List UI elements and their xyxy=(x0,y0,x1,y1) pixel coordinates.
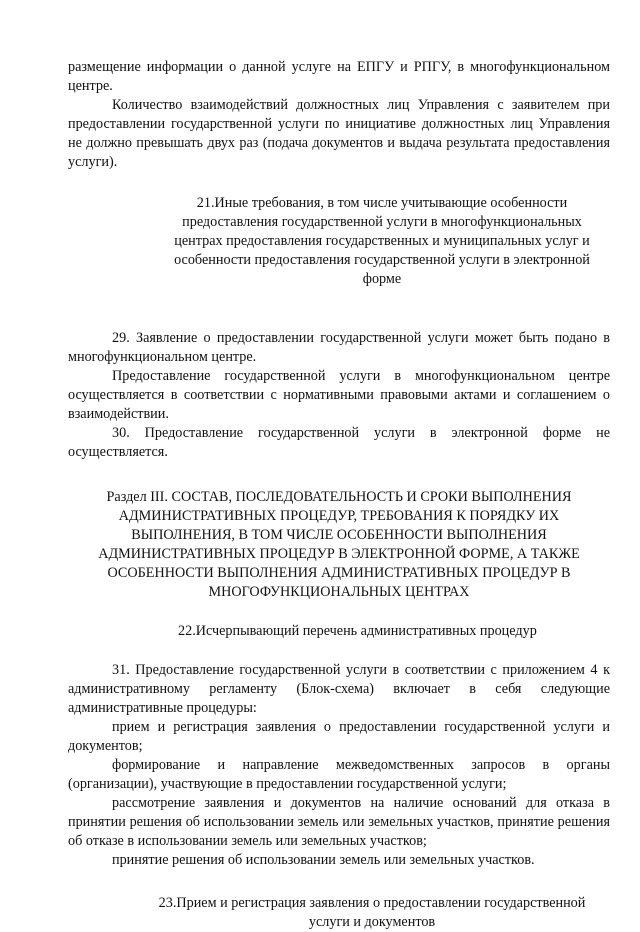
section-22-heading: 22.Исчерпывающий перечень административных процедур xyxy=(178,623,537,639)
paragraph-info-placement: размещение информации о данной услуге на ЕПГУ и РПГУ, в многофункциональном центре. xyxy=(68,59,610,94)
document-page xyxy=(68,58,610,932)
item-29: 29. Заявление о предоставлении государственной услуги может быть подано в многофункциональном центре. xyxy=(68,330,610,365)
section-3-heading: Раздел III. СОСТАВ, ПОСЛЕДОВАТЕЛЬНОСТЬ И СРОКИ ВЫПОЛНЕНИЯ АДМИНИСТРАТИВНЫХ ПРОЦЕДУР, ТРЕБОВАНИЯ К ПОРЯДКУ ИХ ВЫПОЛНЕНИЯ, В ТОМ ЧИСЛЕ ОСОБЕННОСТИ ВЫПОЛНЕНИЯ АДМИНИСТРАТИВНЫХ ПРОЦЕДУР В ЭЛЕКТРОННОЙ ФОРМЕ, А ТАКЖЕ ОСОБЕННОСТИ ВЫПОЛНЕНИЯ АДМИНИСТРАТИВНЫХ ПРОЦЕДУР В МНОГОФУНКЦИОНАЛЬНЫХ ЦЕНТРАХ xyxy=(98,489,580,600)
procedure-step: принятие решения об использовании земель или земельных участков. xyxy=(112,852,535,868)
item-29-continuation: Предоставление государственной услуги в многофункциональном центре осуществляется в соответствии с нормативными правовыми актами и соглашением о взаимодействии. xyxy=(68,368,610,422)
item-31 xyxy=(68,661,610,870)
item-31-intro: 31. Предоставление государственной услуги в соответствии с приложением 4 к административному регламенту (Блок-схема) включает в себя следующие административные процедуры: xyxy=(68,662,610,716)
procedure-step: формирование и направление межведомственных запросов в органы (организации), участвующие в предоставлении государственной услуги; xyxy=(68,757,610,792)
section-21-heading: 21.Иные требования, в том числе учитывающие особенности предоставления государственной услуги в многофункциональных центрах предоставления государственных и муниципальных услуг и особенности предоставления государственной услуги в электронной форме xyxy=(174,195,590,287)
item-30: 30. Предоставление государственной услуги в электронной форме не осуществляется. xyxy=(68,425,610,460)
section-23-heading: 23.Прием и регистрация заявления о предоставлении государственной услуги и документов xyxy=(158,895,586,930)
procedure-step: прием и регистрация заявления о предоставлении государственной услуги и документов; xyxy=(68,719,610,754)
items-29-30 xyxy=(68,329,610,462)
procedure-step: рассмотрение заявления и документов на наличие оснований для отказа в принятии решения об использовании земель или земельных участков, принятие решения об отказе в использовании земель или земельных участков; xyxy=(68,795,610,849)
paragraph-interactions-count: Количество взаимодействий должностных лиц Управления с заявителем при предоставлении государственной услуги по инициативе должностных лиц Управления не должно превышать двух раз (подача документов и выдача результата предоставления услуги). xyxy=(68,97,610,170)
